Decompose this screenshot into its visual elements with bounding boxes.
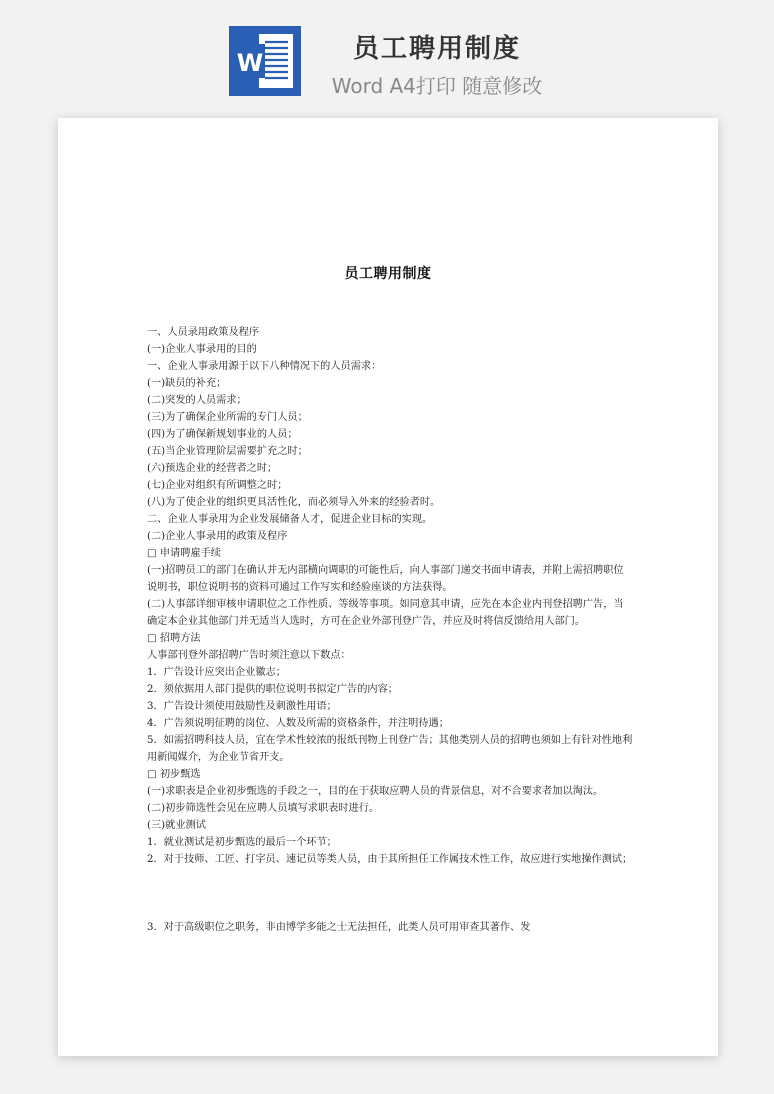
body-line: 4．广告须说明征聘的岗位、人数及所需的资格条件，并注明待遇；	[147, 718, 449, 729]
body-line: (一)企业人事录用的目的	[147, 344, 257, 355]
body-paragraph: (一)招聘员工的部门在确认并无内部横向调职的可能性后，向人事部门递交书面申请表，并附上需招聘职位说明书，职位说明书的资料可通过工作写实和经验座谈的方法获得。	[147, 565, 624, 593]
document-body	[147, 324, 633, 936]
body-line: 3．对于高级职位之职务，非由博学多能之士无法担任，此类人员可用审查其著作、发	[147, 922, 531, 933]
body-line: 3．广告设计须使用鼓励性及刺激性用语；	[147, 701, 337, 712]
body-line: (七)企业对组织有所调整之时；	[147, 480, 288, 491]
header-banner	[0, 0, 774, 110]
body-line: (八)为了使企业的组织更具活性化，而必须导入外来的经验者时。	[147, 497, 441, 508]
body-line: 二、企业人事录用为企业发展储备人才，促进企业目标的实现。	[147, 514, 433, 525]
page-gap	[147, 868, 633, 919]
section-bullet-line: □ 申请聘雇手续	[147, 548, 221, 559]
body-line: (二)初步筛选性会见在应聘人员填写求职表时进行。	[147, 803, 380, 814]
body-line: (五)当企业管理阶层需要扩充之时；	[147, 446, 308, 457]
body-line: 1．广告设计应突出企业徽志；	[147, 667, 286, 678]
document-page	[58, 118, 718, 1056]
body-paragraph: 5．如需招聘科技人员，宜在学术性较浓的报纸刊物上刊登广告；其他类别人员的招聘也须如上有针对性地利用新闻媒介，为企业节省开支。	[147, 735, 633, 763]
body-line: (一)求职表是企业初步甄选的手段之一，目的在于获取应聘人员的背景信息，对不合要求者加以淘汰。	[147, 786, 604, 797]
body-line: 一、企业人事录用源于以下八种情况下的人员需求：	[147, 361, 382, 372]
body-paragraph: 2．对于技师、工匠、打字员、速记员等类人员，由于其所担任工作属技术性工作，故应进行实地操作测试；	[147, 854, 633, 865]
body-paragraph: (二)人事部详细审核申请职位之工作性质、等级等事项。如同意其申请，应先在本企业内刊登招聘广告，当确定本企业其他部门并无适当人选时，方可在企业外部刊登广告，并应及时将信反馈给用人部门。	[147, 599, 624, 627]
section-bullet-line: □ 招聘方法	[147, 633, 201, 644]
body-line: (一)缺员的补充；	[147, 378, 227, 389]
header-title: 员工聘用制度	[352, 34, 521, 64]
body-line: (四)为了确保新规划事业的人员；	[147, 429, 298, 440]
body-line: 人事部刊登外部招聘广告时须注意以下数点：	[147, 650, 351, 661]
document-title: 员工聘用制度	[344, 266, 432, 282]
body-line: (二)突发的人员需求；	[147, 395, 247, 406]
body-line: (六)预选企业的经营者之时；	[147, 463, 278, 474]
body-line: (三)就业测试	[147, 820, 206, 831]
word-doc-icon	[229, 26, 301, 96]
body-line: 一、人员录用政策及程序	[147, 327, 260, 338]
word-icon-letter: W	[236, 49, 264, 77]
body-line: 1．就业测试是初步甄选的最后一个环节；	[147, 837, 337, 848]
body-line: (三)为了确保企业所需的专门人员；	[147, 412, 308, 423]
header-subtitle: Word A4打印 随意修改	[331, 74, 543, 98]
body-line: (二)企业人事录用的政策及程序	[147, 531, 288, 542]
section-bullet-line: □ 初步甄选	[147, 769, 201, 780]
body-line: 2．须依据用人部门提供的职位说明书拟定广告的内容；	[147, 684, 398, 695]
